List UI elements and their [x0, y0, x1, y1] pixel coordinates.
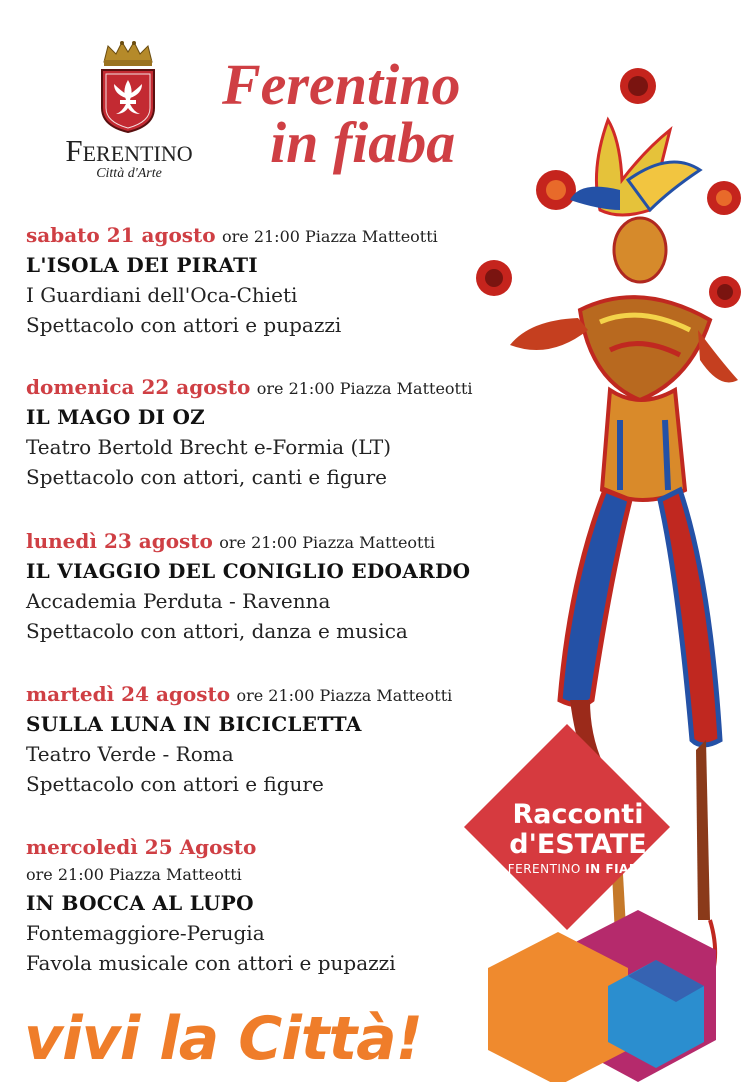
event-description: Spettacolo con attori, danza e musica — [26, 619, 408, 643]
event-company: I Guardiani dell'Oca-Chieti — [26, 283, 298, 307]
event-time-place: ore 21:00 Piazza Matteotti — [256, 379, 473, 398]
event-description: Spettacolo con attori e pupazzi — [26, 313, 342, 337]
badge-line-3-a: FERENTINO — [507, 862, 586, 876]
event-title: L'ISOLA DEI PIRATI — [26, 253, 258, 277]
event-1 — [26, 222, 586, 340]
event-date: lunedì 23 agosto — [26, 529, 213, 553]
event-time-place: ore 21:00 Piazza Matteotti — [219, 533, 436, 552]
event-title: IL VIAGGIO DEL CONIGLIO EDOARDO — [26, 559, 471, 583]
event-4 — [26, 681, 586, 799]
event-time-place: ore 21:00 Piazza Matteotti — [221, 227, 438, 246]
event-time-place: ore 21:00 Piazza Matteotti — [236, 686, 453, 705]
event-title: IL MAGO DI OZ — [26, 405, 206, 429]
event-description: Favola musicale con attori e pupazzi — [26, 951, 396, 975]
event-header — [26, 834, 586, 860]
event-date: sabato 21 agosto — [26, 223, 216, 247]
town-subtitle: Città d'Arte — [96, 166, 162, 181]
event-5 — [26, 834, 586, 978]
event-company: Teatro Verde - Roma — [26, 742, 234, 766]
event-date: mercoledì 25 Agosto — [26, 835, 257, 859]
event-date: domenica 22 agosto — [26, 375, 251, 399]
event-description: Spettacolo con attori e figure — [26, 772, 324, 796]
event-header — [26, 222, 586, 250]
event-title: SULLA LUNA IN BICICLETTA — [26, 712, 362, 736]
page-title-line-2: in fiaba — [270, 110, 456, 175]
event-header-time — [26, 860, 586, 888]
page-title-line-1: Ferentino — [222, 52, 461, 117]
badge-line-3-b: IN FIABA — [585, 862, 649, 876]
event-company: Accademia Perduta - Ravenna — [26, 589, 331, 613]
event-company: Teatro Bertold Brecht e-Formia (LT) — [26, 435, 392, 459]
event-header — [26, 681, 586, 709]
event-3 — [26, 528, 586, 646]
town-name: Ferentino — [65, 133, 193, 168]
event-company: Fontemaggiore-Perugia — [26, 921, 265, 945]
event-title: IN BOCCA AL LUPO — [26, 891, 254, 915]
slogan: vivi la Città! — [24, 1004, 423, 1074]
badge-line-2: d'ESTATE — [509, 829, 647, 860]
event-date: martedì 24 agosto — [26, 682, 231, 706]
event-time-place: ore 21:00 Piazza Matteotti — [26, 865, 242, 884]
event-2 — [26, 374, 586, 492]
badge-line-1: Racconti — [512, 799, 644, 830]
event-description: Spettacolo con attori, canti e figure — [26, 465, 387, 489]
event-header — [26, 374, 586, 402]
event-header — [26, 528, 586, 556]
lily-crest-icon — [96, 38, 160, 134]
